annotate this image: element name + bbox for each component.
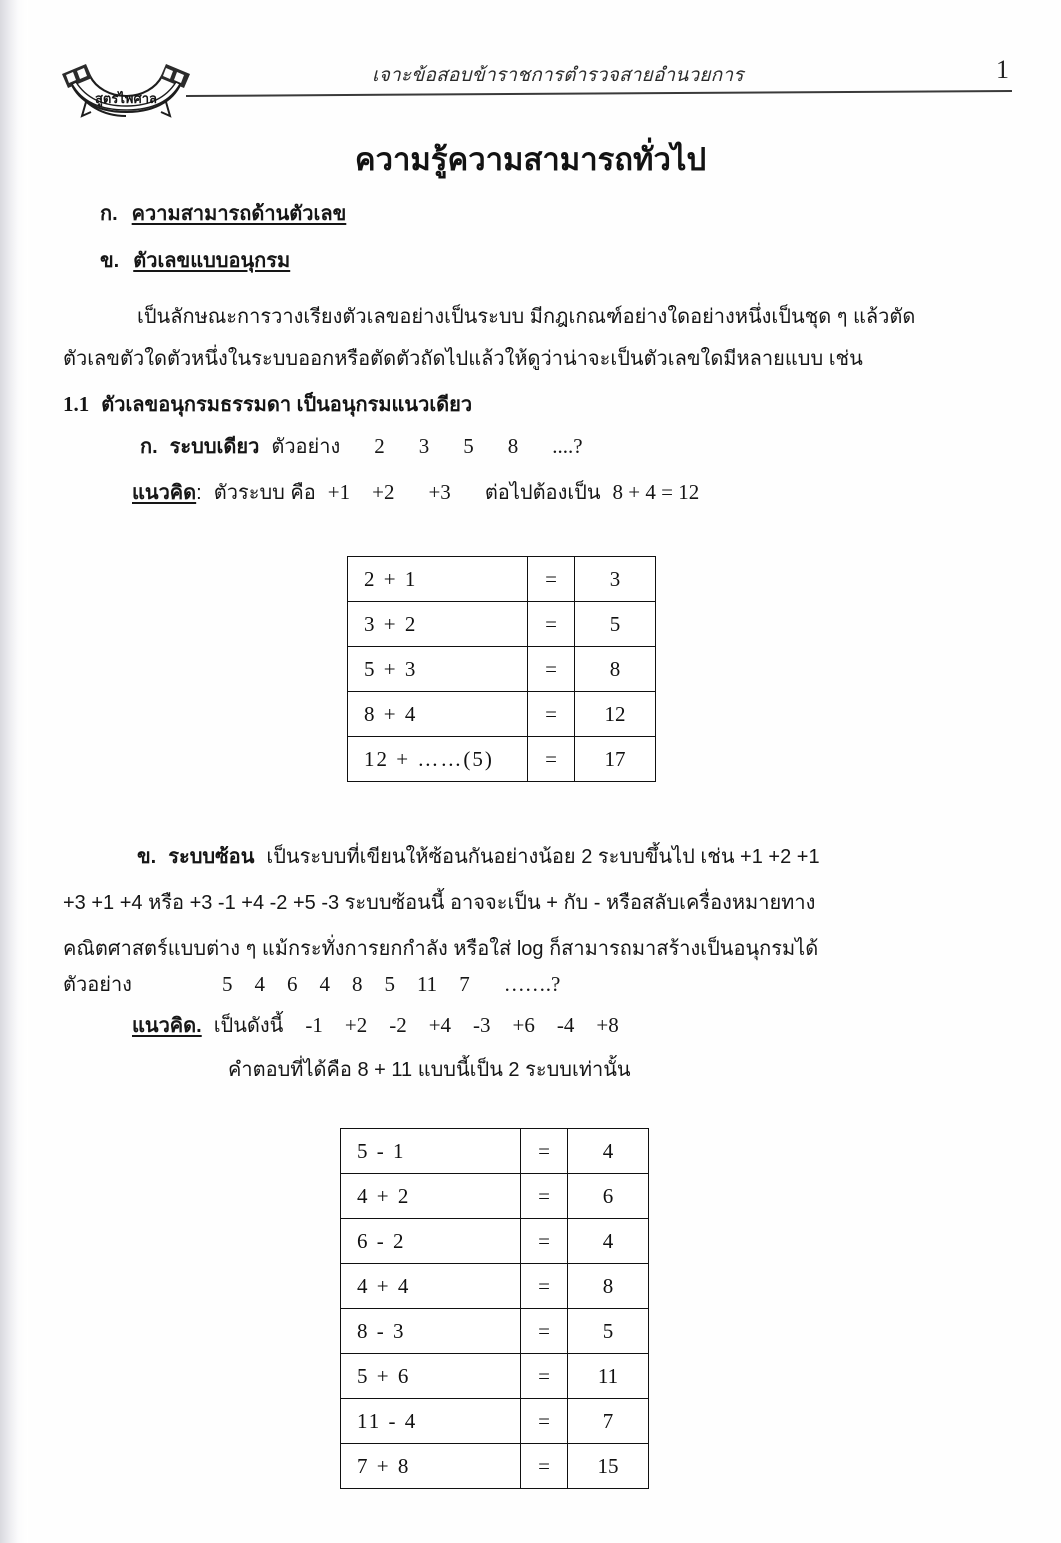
example-b-seq-6: 5: [384, 972, 395, 996]
table-row: [348, 647, 656, 692]
intro-paragraph-line-1: เป็นลักษณะการวางเรียงตัวเลขอย่างเป็นระบบ มีกฎเกณฑ์อย่างใดอย่างหนึ่งเป็นชุด ๆ แล้วตัด: [137, 306, 916, 328]
running-header-title: เจาะข้อสอบข้าราชการตำรวจสายอำนวยการ: [372, 65, 744, 86]
table-1-expr-5: 12 + ……(5): [348, 737, 528, 782]
table-2-res-1: 4: [568, 1129, 649, 1174]
idea-a-tail: ต่อไปต้องเป็น: [484, 482, 601, 504]
idea-b-step-2: +2: [344, 1013, 368, 1037]
table-row: [341, 1354, 649, 1399]
idea-a-result: 8 + 4 = 12: [612, 480, 700, 504]
table-row: [348, 737, 656, 782]
example-b-seq-5: 8: [351, 972, 363, 996]
section-kho-marker: ข.: [100, 250, 120, 272]
table-2-expr-5: 8 - 3: [341, 1309, 521, 1354]
table-row: [341, 1219, 649, 1264]
table-2-expr-7: 11 - 4: [341, 1399, 521, 1444]
publisher-ribbon-logo: [56, 58, 196, 130]
table-1-expr-1: 2 + 1: [348, 557, 528, 602]
table-row: [341, 1444, 649, 1489]
logo-text: สูตรไพศาล: [95, 91, 157, 106]
example-b-sequence-line: [63, 968, 560, 1000]
table-2-eq-1: =: [521, 1129, 568, 1174]
idea-b-step-7: -4: [556, 1013, 575, 1037]
example-a-seq-1: 2: [374, 434, 385, 458]
table-row: [341, 1399, 649, 1444]
example-b-seq-7: 11: [416, 972, 438, 996]
table-2-eq-8: =: [521, 1444, 568, 1489]
example-a-seq-3: 5: [463, 434, 474, 458]
table-1-eq-3: =: [528, 647, 575, 692]
table-2-res-5: 5: [568, 1309, 649, 1354]
table-2-expr-2: 4 + 2: [341, 1174, 521, 1219]
example-b-line-2: +3 +1 +4 หรือ +3 -1 +4 -2 +5 -3 ระบบซ้อนนี้ อาจจะเป็น + กับ - หรือสลับเครื่องหมายทาง: [63, 892, 816, 914]
table-2-eq-7: =: [521, 1399, 568, 1444]
example-b-kind: ระบบซ้อน: [168, 846, 255, 868]
table-2-eq-6: =: [521, 1354, 568, 1399]
table-2-res-4: 8: [568, 1264, 649, 1309]
table-2-res-7: 7: [568, 1399, 649, 1444]
idea-b-line: [132, 1009, 619, 1041]
table-1-res-3: 8: [575, 647, 656, 692]
scan-edge-shadow-soft: [18, 0, 28, 1543]
table-2-res-2: 6: [568, 1174, 649, 1219]
table-2-expr-3: 6 - 2: [341, 1219, 521, 1264]
table-row: [341, 1174, 649, 1219]
example-b-tail: …….?: [503, 972, 561, 996]
idea-b-label: แนวคิด.: [132, 1015, 202, 1037]
idea-a-step-1: +1: [327, 480, 351, 504]
example-a-kind: ระบบเดียว: [169, 436, 260, 458]
section-ko-label: ความสามารถด้านตัวเลข: [131, 203, 347, 225]
idea-a-lead: ตัวระบบ คือ: [213, 482, 316, 504]
example-b-line-3: คณิตศาสตร์แบบต่าง ๆ แม้กระทั่งการยกกำลัง หรือใส่ log ก็สามารถมาสร้างเป็นอนุกรมได้: [63, 938, 819, 960]
table-1-expr-3: 5 + 3: [348, 647, 528, 692]
example-a-seq-2: 3: [418, 434, 430, 458]
table-2-res-8: 15: [568, 1444, 649, 1489]
table-2-eq-4: =: [521, 1264, 568, 1309]
table-1-res-5: 17: [575, 737, 656, 782]
table-2-body: [341, 1129, 649, 1489]
table-1-eq-5: =: [528, 737, 575, 782]
idea-b-step-6: +6: [512, 1013, 535, 1037]
section-heading-ko: [100, 197, 346, 229]
calculation-table-1: [347, 556, 656, 782]
table-2-expr-1: 5 - 1: [341, 1129, 521, 1174]
intro-paragraph-line-2: ตัวเลขตัวใดตัวหนึ่งในระบบออกหรือตัดตัวถัดไปแล้วให้ดูว่าน่าจะเป็นตัวเลขใดมีหลายแบบ เช่น: [63, 348, 863, 370]
table-row: [341, 1309, 649, 1354]
idea-b-step-1: -1: [305, 1013, 323, 1037]
page-number: 1: [996, 55, 1009, 84]
idea-b-lead: เป็นดังนี้: [213, 1015, 284, 1037]
example-b-seq-1: 5: [221, 972, 233, 996]
table-2-eq-5: =: [521, 1309, 568, 1354]
idea-a-line: [132, 476, 699, 508]
table-1-eq-2: =: [528, 602, 575, 647]
table-2-eq-2: =: [521, 1174, 568, 1219]
example-a-line: [140, 430, 583, 462]
table-1-eq-4: =: [528, 692, 575, 737]
table-1-res-1: 3: [575, 557, 656, 602]
table-1-res-2: 5: [575, 602, 656, 647]
example-b-seq-4: 4: [319, 972, 330, 996]
idea-b-step-3: -2: [389, 1013, 407, 1037]
idea-a-label: แนวคิด: [132, 482, 197, 504]
subsection-1-1-number: 1.1: [63, 392, 90, 416]
example-a-lead: ตัวอย่าง: [271, 436, 341, 458]
section-kho-label: ตัวเลขแบบอนุกรม: [133, 250, 291, 272]
example-b-seq-8: 7: [459, 972, 470, 996]
table-row: [348, 557, 656, 602]
table-row: [341, 1129, 649, 1174]
table-1-eq-1: =: [528, 557, 575, 602]
table-2-expr-6: 5 + 6: [341, 1354, 521, 1399]
table-1-body: [348, 557, 656, 782]
example-a-tail: ....?: [552, 434, 583, 458]
idea-a-step-2: +2: [372, 480, 395, 504]
table-2-expr-4: 4 + 4: [341, 1264, 521, 1309]
calculation-table-2: [340, 1128, 649, 1489]
idea-a-colon: :: [196, 482, 202, 504]
scan-edge-shadow: [0, 0, 18, 1543]
section-ko-marker: ก.: [100, 203, 118, 225]
idea-b-step-4: +4: [428, 1013, 452, 1037]
subsection-1-1-heading: [63, 388, 472, 420]
table-2-res-3: 4: [568, 1219, 649, 1264]
table-1-expr-2: 3 + 2: [348, 602, 528, 647]
example-a-marker: ก.: [140, 436, 158, 458]
table-1-expr-4: 8 + 4: [348, 692, 528, 737]
table-2-eq-3: =: [521, 1219, 568, 1264]
section-heading-kho: [100, 244, 290, 276]
example-b-marker: ข.: [137, 846, 157, 868]
table-row: [341, 1264, 649, 1309]
example-a-seq-4: 8: [507, 434, 519, 458]
table-2-res-6: 11: [568, 1354, 649, 1399]
example-b-seq-2: 4: [254, 972, 265, 996]
table-2-expr-8: 7 + 8: [341, 1444, 521, 1489]
example-b-rest: เป็นระบบที่เขียนให้ซ้อนกันอย่างน้อย 2 ระบบขึ้นไป เช่น +1 +2 +1: [266, 846, 820, 868]
table-row: [348, 692, 656, 737]
idea-b-step-5: -3: [473, 1013, 491, 1037]
idea-b-answer-line: คำตอบที่ได้คือ 8 + 11 แบบนี้เป็น 2 ระบบเท่านั้น: [228, 1059, 631, 1081]
table-row: [348, 602, 656, 647]
example-b-line-1: [137, 840, 820, 872]
page-title: ความรู้ความสามารถทั่วไป: [354, 142, 707, 177]
idea-b-step-8: +8: [596, 1013, 619, 1037]
header-divider-rule: [186, 90, 1012, 97]
table-1-res-4: 12: [575, 692, 656, 737]
example-b-lead: ตัวอย่าง: [63, 974, 132, 996]
subsection-1-1-label: ตัวเลขอนุกรมธรรมดา เป็นอนุกรมแนวเดียว: [101, 394, 473, 416]
idea-a-step-3: +3: [428, 480, 451, 504]
example-b-seq-3: 6: [286, 972, 298, 996]
